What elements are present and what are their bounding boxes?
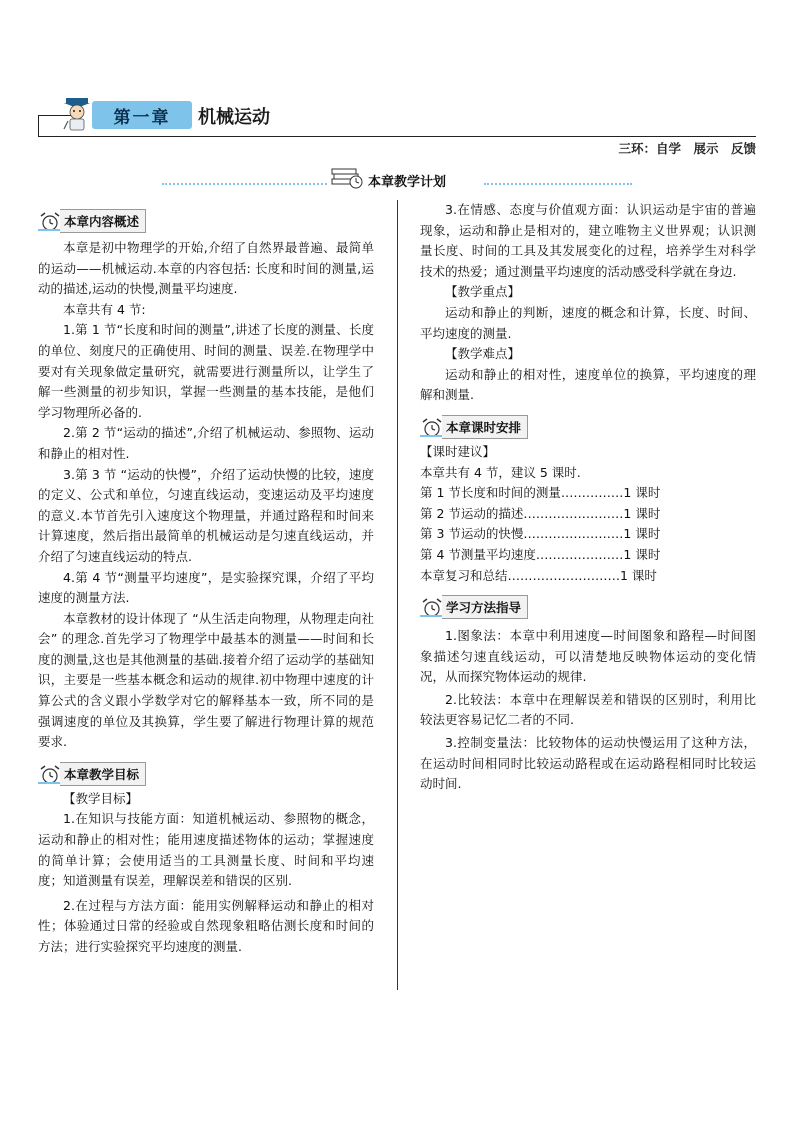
section-title: 本章教学目标 [60,762,146,786]
alarm-clock-icon [38,210,62,232]
plan-title: 本章教学计划 [368,175,447,190]
section-title: 本章课时安排 [442,415,528,439]
schedule-intro: 本章共有 4 节，建议 5 课时. [420,464,581,480]
paragraph: 本章是初中物理学的开始,介绍了自然界最普遍、最简单的运动——机械运动.本章的内容包括: 长度和时间的测量,运动的描述,运动的快慢,测量平均速度. [38,240,374,297]
section-head-methods [420,596,756,618]
paragraph: 3.控制变量法：比较物体的运动快慢运用了这种方法，在运动时间相同时比较运动路程或在运动路程相同时比较运动时间. [420,735,756,792]
chapter-title: 机械运动 [198,107,270,128]
subheading: 【教学难点】 [445,346,521,362]
section-head-overview [38,210,374,232]
paragraph: 3.在情感、态度与价值观方面：认识运动是宇宙的普遍现象，运动和静止是相对的，建立唯物主义世界观；认识测量长度、时间的工具及其发展变化的过程，培养学生对科学技术的热爱；通过测量平均速度的活动感受科学就在身边. [420,202,756,279]
paragraph: 2.比较法：本章中在理解误差和错误的区别时，利用比较法更容易记忆二者的不同. [420,691,756,728]
overview-body [38,238,374,753]
subheading: 【教学目标】 [63,790,139,806]
goals-body [38,789,374,958]
paragraph: 1.第 1 节“长度和时间的测量”,讲述了长度的测量、长度的单位、刻度尺的正确使用、时间的测量、误差.在物理学中要对有关现象做定量研究，就需要进行测量所以，让学生了解一些测量的初步知识，掌握一些测量的基本技能，是他们学习物理所必备的. [38,322,374,420]
book-icon [330,165,364,191]
section-head-goals [38,763,374,785]
header-rule-tick [38,115,39,137]
chapter-label: 第一章 [92,101,192,129]
paragraph: 2.第 2 节“运动的描述”,介绍了机械运动、参照物、运动和静止的相对性. [38,425,374,461]
methods-body [420,626,756,795]
paragraph: 本章教材的设计体现了 “从生活走向物理，从物理走向社会” 的理念.首先学习了物理学中最基本的测量——时间和长度的测量,这也是其他测量的基础.接着介绍了运动学的基础知识，主要是一些基本概念和运动的规律.初中物理中速度的计算公式的含义跟小学数学对它的解释基本一致，所不同的是强调速度的单位及其换算，学生要了解进行物理计算的规范要求. [38,610,374,750]
paragraph: 2.在过程与方法方面：能用实例解释运动和静止的相对性；体验通过日常的经验或自然现象粗略估测长度和时间的方法；进行实验探究平均速度的测量. [38,897,374,954]
schedule-row: 第 1 节长度和时间的测量……………1 课时 [420,485,661,501]
schedule-row: 第 2 节运动的描述……………………1 课时 [420,505,661,521]
paragraph: 1.在知识与技能方面：知道机械运动、参照物的概念，运动和静止的相对性；能用速度描述物体的运动；掌握速度的简单计算；会使用适当的工具测量长度、时间和平均速度；知道测量有误差，理解误差和错误的区别. [38,811,374,889]
section-head-schedule [420,416,756,438]
left-column [38,210,374,958]
section-title: 学习方法指导 [442,595,528,619]
subheading: 【教学重点】 [445,284,521,300]
schedule-row: 第 3 节运动的快慢……………………1 课时 [420,526,661,542]
paragraph: 4.第 4 节“测量平均速度”，是实验探究课，介绍了平均速度的测量方法. [38,569,374,606]
banner-dots-left [162,183,327,185]
alarm-clock-icon [38,763,62,785]
banner-dots-right [484,183,632,185]
schedule-row: 本章复习和总结………………………1 课时 [420,567,657,583]
mascot-icon [60,96,94,132]
paragraph: 本章共有 4 节: [63,301,146,317]
alarm-clock-icon [420,416,444,438]
alarm-clock-icon [420,596,444,618]
paragraph: 运动和静止的判断，速度的概念和计算，长度、时间、平均速度的测量. [420,304,756,341]
paragraph: 1.图象法：本章中利用速度—时间图象和路程—时间图象描述匀速直线运动，可以清楚地反映物体运动的变化情况，从而探究物体运动的规律. [420,628,756,685]
schedule-body [420,442,756,586]
paragraph: 3.第 3 节 “运动的快慢”，介绍了运动快慢的比较，速度的定义、公式和单位，匀速直线运动，变速运动及平均速度的意义.本节首先引入速度这个物理量，并通过路程和时间来计算速度，然后指出最简单的机械运动是匀速直线运动，并介绍了匀速直线运动的特点. [38,466,374,564]
schedule-row: 第 4 节测量平均速度…………………1 课时 [420,546,661,562]
column-divider [397,200,398,990]
paragraph: 运动和静止的相对性，速度单位的换算，平均速度的理解和测量. [420,366,756,403]
subheading: 【课时建议】 [420,443,496,459]
header-rule-bottom [38,136,756,137]
section-title: 本章内容概述 [60,209,146,233]
three-ring-label: 三环：自学 展示 反馈 [618,141,756,156]
right-column [420,200,756,795]
